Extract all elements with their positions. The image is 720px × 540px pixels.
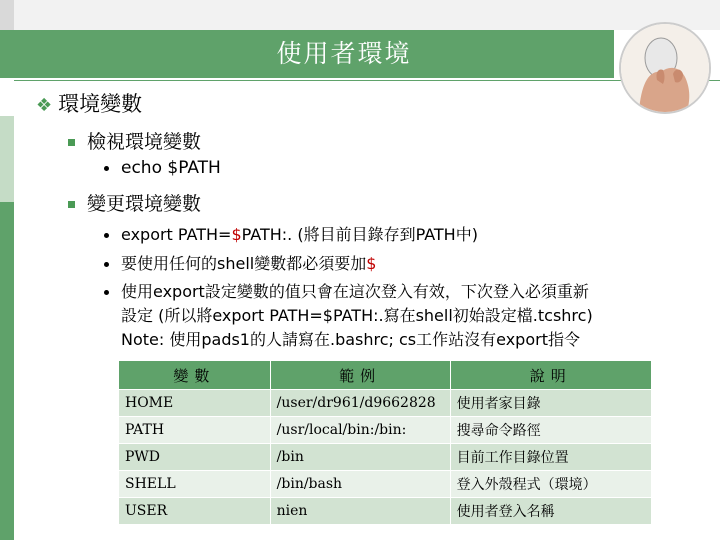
dot-bullet-icon [104,290,109,295]
top-band [14,0,720,30]
dot-bullet-icon [104,262,109,267]
dot-bullet-icon [104,233,109,238]
note-line-1: 使用export設定變數的值只會在這次登入有效，下次登入必須重新 [104,279,589,302]
export-line: export PATH=$PATH:. (將目前目錄存到PATH中) [104,222,478,245]
dot-bullet-icon [104,166,109,171]
header-cell: 變數 [119,361,271,390]
note-line-2: 設定 (所以將export PATH=$PATH:.寫在shell初始設定檔.tcshrc) [121,306,593,325]
note-line-3: Note: 使用pads1的人請寫在.bashrc; cs工作站沒有export指令 [121,330,580,349]
slide-title: 使用者環境 [276,39,412,68]
subitem-label: echo $PATH [121,158,221,178]
table-row: PWD /bin 目前工作目錄位置 [119,444,652,471]
left-decor-strip [0,0,14,540]
item-label: 檢視環境變數 [87,131,202,153]
table-header-row [119,361,652,390]
shell-line: 要使用任何的shell變數都必須要加$ [104,251,376,274]
table-row: PATH /usr/local/bin:/bin: 搜尋命令路徑 [119,417,652,444]
header-cell: 說明 [450,361,651,390]
list-item [68,127,201,154]
diamond-bullet-icon: ❖ [36,95,53,116]
heading-row [36,88,142,118]
table-row: SHELL /bin/bash 登入外殼程式（環境） [119,471,652,498]
header-cell: 範例 [270,361,450,390]
table-row: HOME /user/dr961/d9662828 使用者家目錄 [119,390,652,417]
square-bullet-icon [68,201,75,208]
square-bullet-icon [68,139,75,146]
mouse-hand-logo [619,22,711,114]
heading-label: 環境變數 [58,92,143,116]
table-row: USER nien 使用者登入名稱 [119,498,652,525]
list-item [68,189,201,216]
title-underline [14,80,720,81]
item-label: 變更環境變數 [87,193,202,215]
list-subitem [104,158,221,178]
env-var-table [118,360,652,525]
